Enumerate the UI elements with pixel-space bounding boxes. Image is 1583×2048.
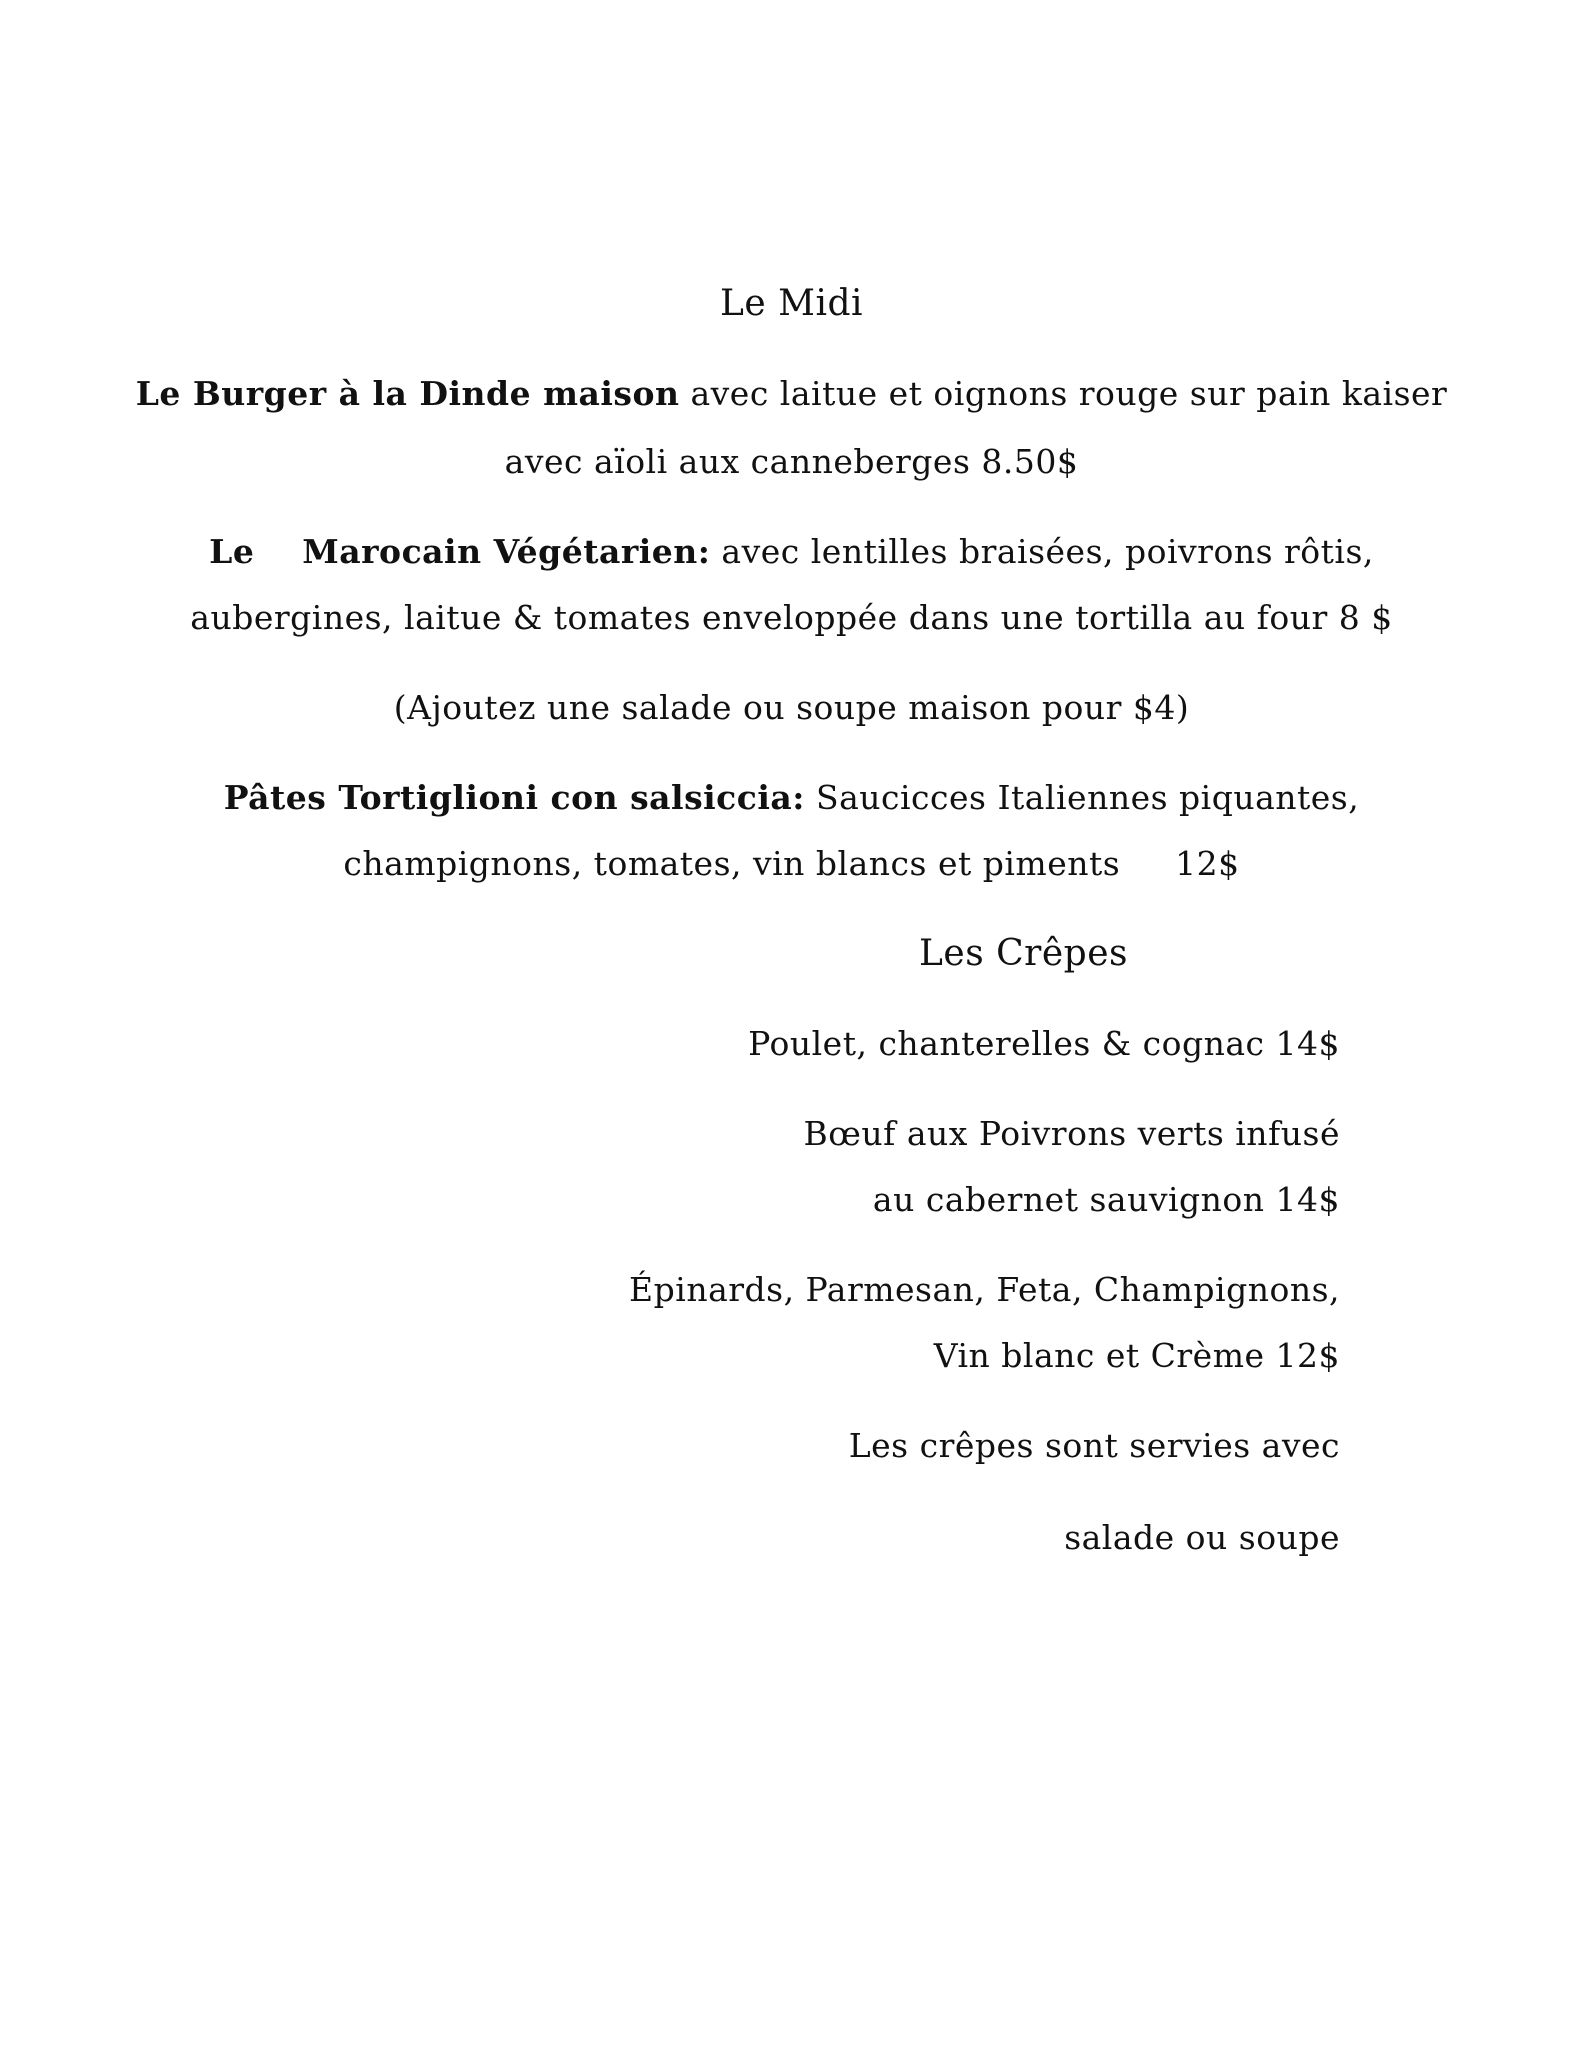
- crepes-note-line2: salade ou soupe: [1064, 1518, 1340, 1557]
- crepe-item-poulet: Poulet, chanterelles & cognac 14$: [748, 1024, 1340, 1063]
- menu-item-pates-name: Pâtes Tortiglioni con salsiccia:: [223, 778, 805, 817]
- menu-item-marocain-line2: aubergines, laitue & tomates enveloppée dans une tortilla au four 8 $: [190, 598, 1393, 637]
- crepe-item-boeuf-line2: au cabernet sauvignon 14$: [872, 1180, 1340, 1219]
- menu-item-pates-line2: champignons, tomates, vin blancs et piments 12$: [343, 844, 1240, 883]
- crepe-item-boeuf-line1: Bœuf aux Poivrons verts infusé: [803, 1114, 1340, 1153]
- menu-item-marocain-line1: [0, 530, 1583, 574]
- section-title-crepes: Les Crêpes: [918, 933, 1128, 974]
- crepe-item-epinards-line2: Vin blanc et Crème 12$: [933, 1336, 1340, 1375]
- menu-item-marocain-name: Le Marocain Végétarien:: [209, 532, 711, 571]
- menu-item-marocain-desc: avec lentilles braisées, poivrons rôtis,: [710, 532, 1374, 571]
- menu-item-burger-desc: avec laitue et oignons rouge sur pain kaiser: [679, 374, 1448, 413]
- section-title-midi: Le Midi: [719, 283, 864, 324]
- menu-item-burger-line2: avec aïoli aux canneberges 8.50$: [504, 442, 1079, 481]
- crepes-note-line1: Les crêpes sont servies avec: [848, 1426, 1340, 1465]
- crepe-item-epinards-line1: Épinards, Parmesan, Feta, Champignons,: [629, 1270, 1340, 1309]
- menu-item-pates-line1: [0, 776, 1583, 820]
- menu-item-burger-line1: [0, 372, 1583, 416]
- menu-item-burger-name: Le Burger à la Dinde maison: [135, 374, 680, 413]
- menu-item-pates-desc: Saucicces Italiennes piquantes,: [804, 778, 1360, 817]
- menu-note-add-salad: (Ajoutez une salade ou soupe maison pour $4): [393, 688, 1190, 727]
